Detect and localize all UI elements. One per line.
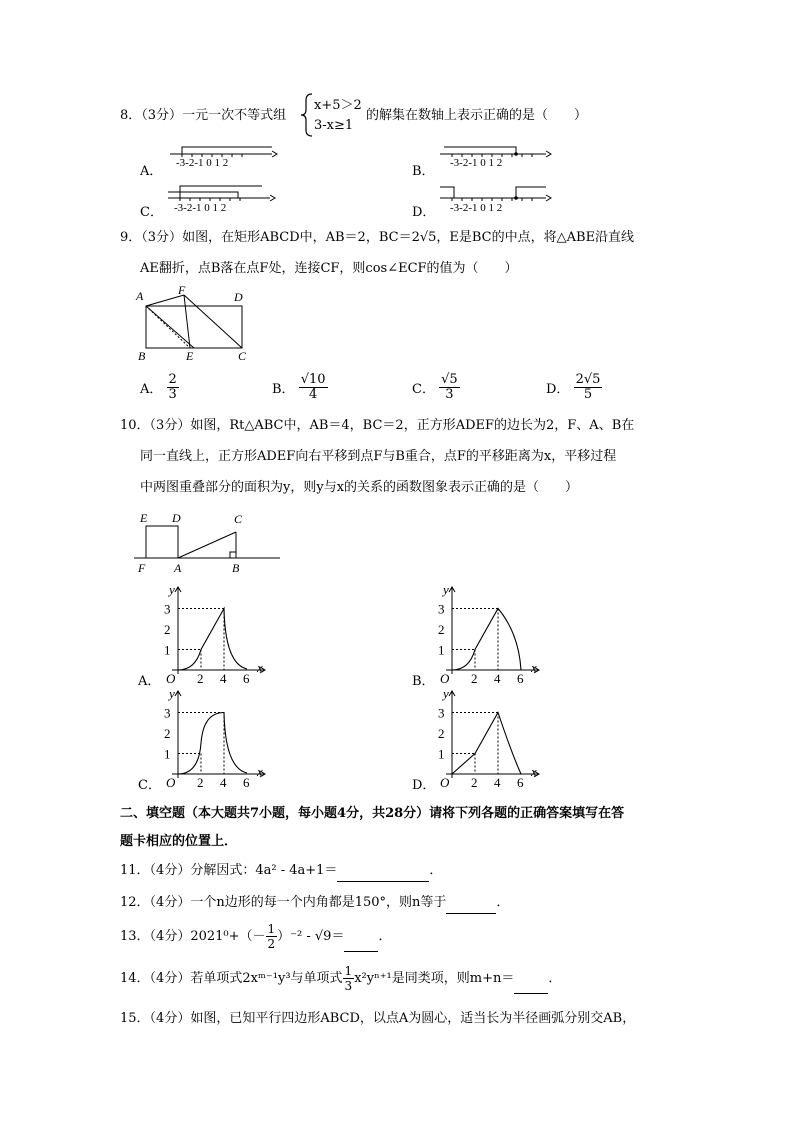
origin-label: O [166, 775, 176, 790]
q13-score: （4分） [149, 929, 191, 944]
q13-pre: 2021⁰+（－ [190, 929, 266, 944]
q8-stem-pre: 一元一次不等式组 [182, 108, 287, 123]
q12-score: （4分） [149, 895, 191, 910]
q10-line-1 [120, 416, 634, 436]
section2-heading-1: 二、填空题（本大题共7小题，每小题4分，共28分）请将下列各题的正确答案填写在答 [120, 806, 625, 821]
x-tick-4: 4 [220, 671, 227, 686]
q12 [120, 893, 509, 914]
q9-text-1: 如图，在矩形ABCD中，AB＝2，BC＝2√5，E是BC的中点，将△ABE沿直线 [182, 230, 635, 245]
q8-option-d-ticks: -3-2-1 0 1 2 [450, 202, 503, 214]
y-tick-3: 3 [164, 705, 171, 721]
q13 [120, 922, 391, 952]
q9-label-b: B [138, 349, 146, 363]
x-tick-4: 4 [220, 775, 227, 790]
q10-text-2: 同一直线上，正方形ADEF向右平移到点F与B重合，点F的平移距离为x，平移过程 [140, 449, 617, 464]
q10-figure [134, 506, 284, 578]
q11-number: 11． [120, 863, 150, 878]
q10-text-3: 中两图重叠部分的面积为y，则y与x的关系的函数图象表示正确的是（ ） [140, 480, 579, 495]
y-tick-2: 2 [438, 726, 445, 741]
q10-label-e: E [140, 511, 148, 525]
q8-inequality-1: x+5＞2 [314, 98, 362, 113]
q9-option-b [272, 373, 328, 402]
q13-post: ）⁻² - √9＝ [277, 929, 345, 944]
y-axis-label: y [169, 582, 175, 597]
q8-option-b-numberline [438, 142, 553, 172]
q9-option-c-letter: C． [412, 382, 435, 397]
q9-option-a-num: 2 [168, 372, 177, 387]
q13-answer-blank[interactable] [344, 923, 378, 952]
q11-text: 分解因式：4a² - 4a+1＝ [190, 863, 338, 878]
q15-number: 15． [120, 1011, 150, 1026]
q10-label-f: F [138, 561, 146, 575]
x-tick-2: 2 [471, 671, 478, 686]
y-tick-1: 1 [438, 642, 445, 658]
q13-number: 13． [120, 929, 150, 944]
q9-option-d-num: 2√5 [575, 372, 601, 387]
y-tick-1: 1 [164, 746, 171, 762]
x-axis-label: x [257, 764, 263, 779]
x-axis-label: x [531, 660, 537, 675]
q9-option-c [412, 373, 460, 402]
q8-option-a-ticks: -3-2-1 0 1 2 [176, 157, 229, 169]
x-tick-2: 2 [471, 775, 478, 790]
y-axis-label: y [169, 686, 175, 701]
q9-label-a: A [136, 289, 144, 303]
x-tick-6: 6 [243, 671, 250, 686]
q15-text: 如图，已知平行四边形ABCD，以点A为圆心，适当长为半径画弧分别交AB， [190, 1011, 636, 1026]
function-curve [452, 713, 521, 775]
q11-score: （4分） [149, 863, 191, 878]
q12-number: 12． [120, 895, 150, 910]
q13-end: ． [378, 929, 392, 944]
q10-label-c: C [234, 512, 243, 526]
q10-number: 10． [120, 418, 150, 433]
q8-number: 8． [120, 108, 142, 123]
q9-label-d: D [234, 290, 243, 304]
q10-score: （3分） [149, 418, 191, 433]
q8-option-b-ticks: -3-2-1 0 1 2 [450, 157, 503, 169]
q9-option-a [140, 373, 179, 402]
q14-score: （4分） [149, 971, 191, 986]
q9-option-b-num: √10 [300, 372, 326, 387]
q8-option-d-numberline [438, 182, 553, 214]
q14-frac-num: 1 [344, 964, 353, 978]
q9-option-a-den: 3 [168, 387, 177, 402]
y-tick-2: 2 [164, 622, 171, 637]
q9-option-d-den: 5 [583, 387, 593, 402]
q13-frac-den: 2 [267, 937, 276, 951]
q12-answer-blank[interactable] [446, 893, 496, 914]
x-tick-2: 2 [197, 775, 204, 790]
q14-number: 14． [120, 971, 150, 986]
section2-heading-2: 题卡相应的位置上． [120, 834, 238, 849]
q9-number: 9． [120, 230, 142, 245]
q10-option-d-graph [434, 686, 544, 791]
q8-option-c-numberline [166, 182, 278, 214]
q11-end: ． [429, 863, 443, 878]
origin-label: O [166, 671, 176, 686]
q9-score: （3分） [141, 230, 183, 245]
q14-frac-den: 3 [344, 979, 353, 993]
origin-label: O [440, 775, 450, 790]
q12-text: 一个n边形的每一个内角都是150°，则n等于 [190, 895, 447, 910]
q14 [120, 964, 561, 994]
y-tick-2: 2 [164, 726, 171, 741]
q9-text-2: AE翻折，点B落在点F处，连接CF，则cos∠ECF的值为（ ） [140, 261, 518, 276]
q8-stem [120, 106, 286, 126]
q10-option-a-letter: A． [138, 674, 161, 689]
q9-figure [134, 282, 259, 364]
origin-label: O [440, 671, 450, 686]
q8-option-a-numberline [168, 142, 278, 172]
q10-option-c-graph [160, 686, 270, 791]
function-curve [452, 609, 521, 671]
q9-option-d [546, 373, 602, 402]
q8-inequality-2: 3-x≥1 [314, 118, 354, 133]
y-tick-2: 2 [438, 622, 445, 637]
q8-option-c-ticks: -3-2-1 0 1 2 [174, 202, 227, 214]
q8-option-b-letter: B． [412, 164, 435, 179]
y-tick-3: 3 [164, 601, 171, 617]
x-tick-4: 4 [494, 671, 501, 686]
y-axis-label: y [443, 686, 449, 701]
q14-pre: 若单项式2xᵐ⁻¹y³与单项式 [190, 971, 343, 986]
y-tick-3: 3 [438, 601, 445, 617]
x-tick-4: 4 [494, 775, 501, 790]
q10-label-d: D [172, 511, 181, 525]
q8-option-a-letter: A． [140, 164, 163, 179]
q15 [120, 1009, 635, 1029]
q10-option-c-letter: C． [138, 778, 161, 793]
q9-option-c-den: 3 [445, 387, 454, 402]
q12-end: ． [496, 895, 510, 910]
function-curve [178, 713, 247, 775]
q8-score: （3分） [141, 108, 183, 123]
x-axis-label: x [257, 660, 263, 675]
q8-stem-post: 的解集在数轴上表示正确的是（ ） [366, 108, 588, 123]
q9-option-a-letter: A． [140, 382, 163, 397]
q9-label-e: E [186, 349, 194, 363]
x-tick-6: 6 [517, 671, 524, 686]
q14-end: ． [548, 971, 562, 986]
x-tick-6: 6 [243, 775, 250, 790]
y-axis-label: y [443, 582, 449, 597]
q8-option-d-letter: D． [412, 205, 436, 220]
q10-label-b: B [232, 561, 240, 575]
q9-line-1 [120, 228, 634, 248]
q9-label-c: C [238, 349, 247, 363]
q9-option-b-den: 4 [308, 387, 318, 402]
q15-score: （4分） [149, 1011, 191, 1026]
q9-label-f: F [178, 283, 186, 297]
q13-frac-num: 1 [267, 922, 276, 936]
q9-option-d-letter: D． [546, 382, 570, 397]
q9-option-b-letter: B． [272, 382, 295, 397]
q10-option-a-graph [160, 582, 270, 687]
x-tick-6: 6 [517, 775, 524, 790]
q11 [120, 861, 442, 882]
q10-option-b-graph [434, 582, 544, 687]
function-curve [178, 609, 247, 671]
y-tick-1: 1 [164, 642, 171, 658]
q14-answer-blank[interactable] [514, 965, 548, 994]
x-tick-2: 2 [197, 671, 204, 686]
x-axis-label: x [531, 764, 537, 779]
y-tick-1: 1 [438, 746, 445, 762]
q9-option-c-num: √5 [441, 372, 458, 387]
q10-option-d-letter: D． [412, 778, 436, 793]
q11-answer-blank[interactable] [337, 861, 429, 882]
y-tick-3: 3 [438, 705, 445, 721]
q10-label-a: A [174, 561, 182, 575]
q10-option-b-letter: B． [412, 674, 435, 689]
q8-option-c-letter: C． [140, 205, 163, 220]
q14-mid: x²yⁿ⁺¹是同类项，则m+n＝ [354, 971, 515, 986]
q10-text-1: 如图，Rt△ABC中，AB＝4，BC＝2，正方形ADEF的边长为2，F、A、B在 [190, 418, 635, 433]
